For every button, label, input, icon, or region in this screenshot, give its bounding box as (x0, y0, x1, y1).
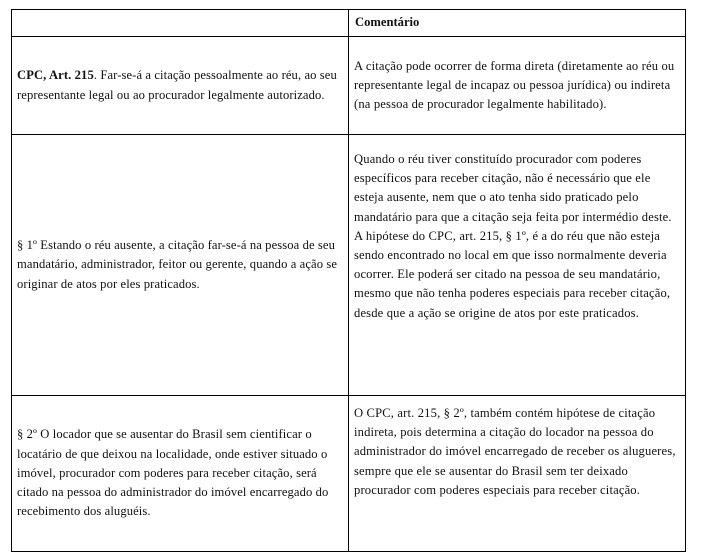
legal-comparison-table (11, 9, 686, 552)
article-cell: § 1º Estando o réu ausente, a citação far-se-á na pessoa de seu mandatário, administrador, feitor ou gerente, quando a ação se originar de atos por eles praticados. (12, 135, 349, 396)
comment-cell: O CPC, art. 215, § 2º, também contém hipótese de citação indireta, pois determina a citação do locador na pessoa do administrador do imóvel encarregado de receber os alugueres, sempre que ele se ausentar do Brasil sem ter deixado procurador com poderes especiais para receber citação. (349, 396, 686, 552)
table-row (12, 396, 686, 552)
comment-cell: Quando o réu tiver constituído procurador com poderes específicos para receber citação, não é necessário que ele esteja ausente, nem que o ato tenha sido praticado pelo mandatário para que a citação seja feita por intermédio deste. A hipótese do CPC, art. 215, § 1º, é a do réu que não esteja sendo encontrado no local em que isso normalmente deveria ocorrer. Ele poderá ser citado na pessoa de seu mandatário, mesmo que não tenha poderes especiais para receber citação, desde que a ação se origine de atos por este praticados. (349, 135, 686, 396)
article-cell: § 2º O locador que se ausentar do Brasil sem cientificar o locatário de que deixou na localidade, onde estiver situado o imóvel, procurador com poderes para receber citação, será citado na pessoa do administrador do imóvel encarregado do recebimento dos aluguéis. (12, 396, 349, 552)
article-reference: CPC, Art. 215 (17, 68, 94, 83)
article-text: . Far-se-á a citação pessoalmente ao réu, ao seu representante legal ou ao procurador legalmente autorizado. (17, 68, 337, 102)
header-cell-comment: Comentário (349, 10, 686, 37)
comment-cell: A citação pode ocorrer de forma direta (diretamente ao réu ou representante legal de incapaz ou pessoa jurídica) ou indireta (na pessoa de procurador legalmente habilitado). (349, 37, 686, 135)
header-row (12, 10, 686, 37)
article-cell (12, 37, 349, 135)
table-row (12, 135, 686, 396)
table-row (12, 37, 686, 135)
header-cell-empty (12, 10, 349, 37)
